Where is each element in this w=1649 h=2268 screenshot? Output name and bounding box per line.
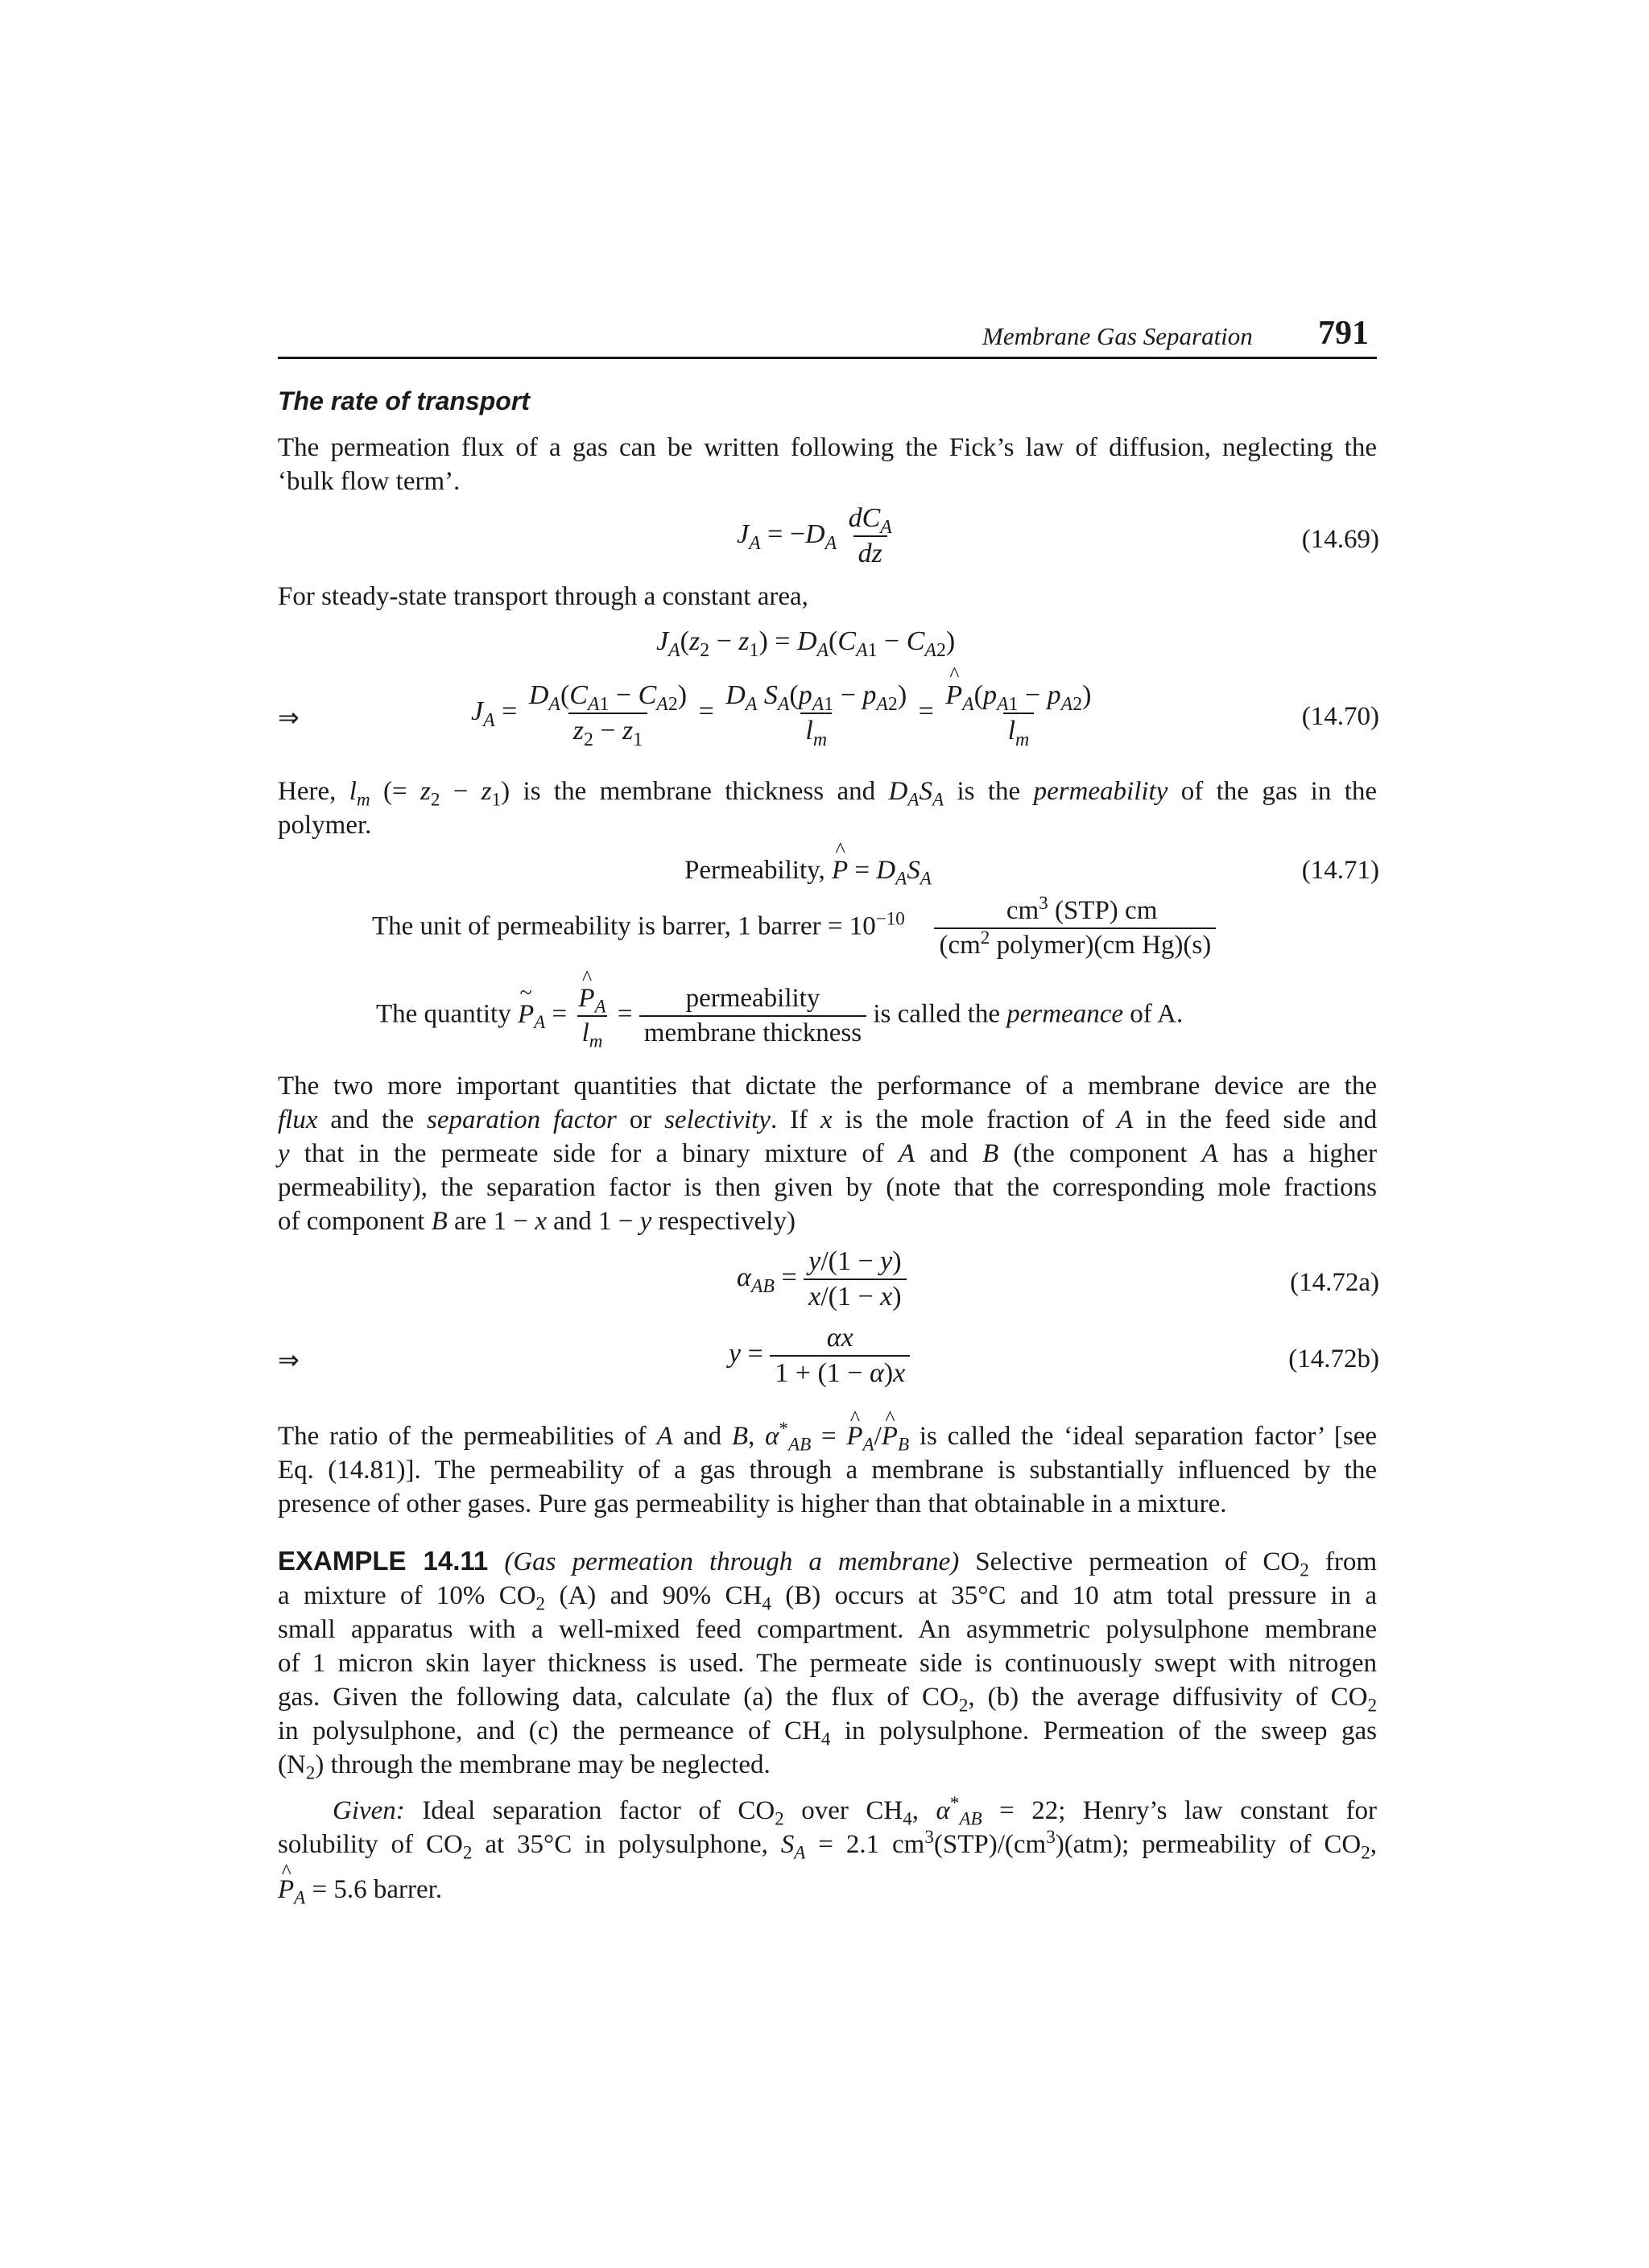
implies-arrow: ⇒	[278, 702, 300, 733]
given-line: Given: Ideal separation factor of $CO_2$ over $CH_4$, $\alpha^*_{AB} = 22$; Henry’s law constant for	[333, 1792, 1378, 1829]
paragraph-thickness	[278, 775, 1377, 842]
given-line: ^ $P_A = 5.6$ barrer.	[278, 1873, 1377, 1907]
example-line: of 1 micron skin layer thickness is used. The permeate side is continuously swept with nitrogen	[278, 1649, 1377, 1678]
paragraph-line: Eq. (14.81)]. The permeability of a gas through a membrane is substantially influenced by the	[278, 1456, 1377, 1485]
equation-14-70: $J_A$ = $\frac{D_A(C_{A1} - C_{A2})}{z_2 - z_1}$ = $\frac{D_A S_A(p_{A1} - p_{A2})}{l_m}$ = ^ $\frac{P_A(p_{A1} - p_{A2})}{l_m}$	[471, 680, 1096, 746]
paragraph-line: of component B are 1 − x and 1 − y respectively)	[278, 1207, 796, 1236]
equation-14-71: Permeability, ^ $P = D_AS_A$	[684, 856, 932, 886]
paragraph-line: The two more important quantities that dictate the performance of a membrane device are the	[278, 1072, 1377, 1101]
permeability-unit-line: The unit of permeability is barrer, 1 barrer = $10^{-10}$ $\frac{cm^3 (STP) cm}{(cm^2 polymer)(cm Hg)(s)}$	[372, 896, 1232, 960]
running-title: Membrane Gas Separation	[982, 322, 1253, 350]
equation-number: (14.69)	[1301, 525, 1379, 554]
section-heading: The rate of transport	[278, 386, 530, 415]
paragraph-line: Here, $l_m$ (= $z_2 - z_1$) is the membrane thickness and $D_AS_A$ is the permeability of the gas in the	[278, 777, 1378, 810]
example-line: a mixture of 10% $CO_2$ (A) and 90% $CH_4$ (B) occurs at 35°C and 10 atm total pressure in a	[278, 1581, 1378, 1614]
example-label: EXAMPLE 14.11	[278, 1546, 489, 1576]
equation-number: (14.71)	[1301, 856, 1379, 885]
example-line: EXAMPLE 14.11 (Gas permeation through a membrane) Selective permeation of $CO_2$ from	[278, 1546, 1378, 1580]
equation-14-72b: y = $\frac{\alpha x}{1 + (1 - \alpha)x}$	[729, 1323, 910, 1389]
paragraph-line: The permeation flux of a gas can be written following the Fick’s law of diffusion, neglecting the	[278, 433, 1377, 462]
example-given	[278, 1794, 1377, 1907]
page-number: 791	[1318, 315, 1369, 352]
paragraph-line: presence of other gases. Pure gas permeability is higher than that obtainable in a mixture.	[278, 1489, 1227, 1518]
paragraph-line: flux and the separation factor or selectivity. If x is the mole fraction of A in the feed side and	[278, 1105, 1378, 1134]
example-line: in polysulphone, and (c) the permeance of $CH_4$ in polysulphone. Permeation of the sweep gas	[278, 1716, 1378, 1750]
paragraph-line: permeability), the separation factor is then given by (note that the corresponding mole fractions	[278, 1173, 1377, 1202]
example-line: small apparatus with a well-mixed feed compartment. An asymmetric polysulphone membrane	[278, 1615, 1377, 1644]
implies-arrow: ⇒	[278, 1345, 300, 1375]
paragraph-steady-state: For steady-state transport through a constant area,	[278, 582, 808, 611]
paragraph-line: ‘bulk flow term’.	[278, 467, 461, 496]
paragraph-ideal-separation	[278, 1419, 1377, 1521]
example-14-11	[278, 1544, 1377, 1782]
equation-number: (14.70)	[1301, 702, 1379, 731]
paragraph-fick	[278, 431, 1377, 498]
equation-number: (14.72b)	[1288, 1345, 1379, 1374]
equation-steady-flux: $J_A(z_2 - z_1) = D_A(C_{A1} - C_{A2})$	[656, 626, 956, 661]
permeance-definition: The quantity ~ $P_A$ = ^ $\frac{P_A}{l_m}$ = $\frac{\text{permeability}}{\text{membrane thickness}}$ is called the permeance of A.	[376, 984, 1183, 1048]
paragraph-separation-factor	[278, 1069, 1377, 1238]
equation-14-69: $J_A = -D_A$ $\frac{dC_A}{dz}$	[737, 503, 892, 568]
example-line: $(N_2)$ through the membrane may be neglected.	[278, 1750, 771, 1783]
paragraph-line: The ratio of the permeabilities of A and B, $\alpha^*_{AB}$ = ^ $P_A/\^{}$ $P_B$ is called the ‘ideal separation factor’ [see	[278, 1419, 1377, 1453]
example-line: gas. Given the following data, calculate (a) the flux of $CO_2$, (b) the average diffusivity of $CO_2$	[278, 1683, 1377, 1716]
paragraph-line: polymer.	[278, 811, 372, 840]
given-line: solubility of $CO_2$ at 35°C in polysulphone, $S_A = 2.1$ $cm^3(STP)/(cm^3)(atm)$; permeability of $CO_2$,	[278, 1826, 1377, 1863]
paragraph-line: y that in the permeate side for a binary mixture of A and B (the component A has a higher	[278, 1139, 1378, 1168]
header-rule	[278, 357, 1377, 359]
equation-number: (14.72a)	[1290, 1268, 1379, 1297]
equation-14-72a: $\alpha_{AB}$ = $\frac{y/(1 - y)}{x/(1 - x)}$	[737, 1246, 907, 1312]
